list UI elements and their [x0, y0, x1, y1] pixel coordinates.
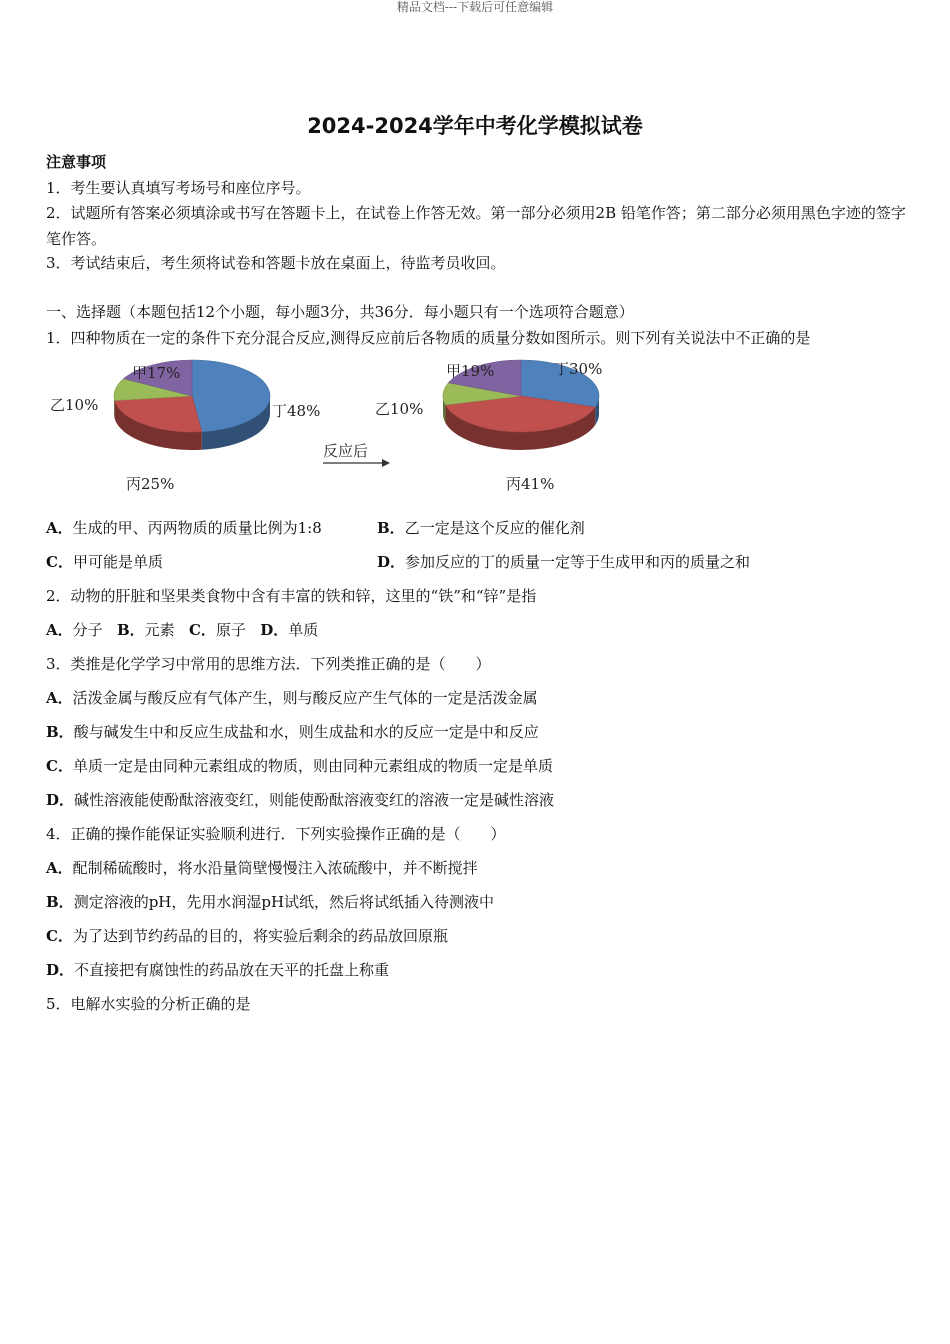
q1-option-d: [377, 552, 750, 572]
q4-option-a-label: A．: [46, 859, 73, 877]
q2-option-b-label: B．: [116, 621, 145, 639]
pie-label-乙: 乙10%: [50, 396, 99, 414]
q2-option-a-text: 分子: [72, 621, 103, 639]
q1-option-a-text: 生成的甲、丙两物质的质量比例为1:8: [72, 519, 322, 537]
q1-option-a-label: A．: [46, 519, 73, 537]
pie-label-丙: 丙25%: [126, 475, 175, 493]
q3-option-c: [46, 756, 553, 776]
q4-option-b-label: B．: [46, 893, 74, 911]
question-1-stem: 1．四种物质在一定的条件下充分混合反应,测得反应前后各物质的质量分数如图所示。则下列有关说法中不正确的是: [46, 329, 811, 347]
notice-item-2: 2．试题所有答案必须填涂或书写在答题卡上，在试卷上作答无效。第一部分必须用2B 铅笔作答；第二部分必须用黑色字迹的签字笔作答。: [46, 204, 906, 248]
q2-option-d-text: 单质: [288, 621, 319, 639]
q2-option-c-label: C．: [188, 621, 216, 639]
q3-option-a-text: 活泼金属与酸反应有气体产生，则与酸反应产生气体的一定是活泼金属: [72, 689, 538, 707]
question-5-stem: 5．电解水实验的分析正确的是: [46, 995, 251, 1013]
q3-option-a-label: A．: [46, 689, 73, 707]
q4-option-b: [46, 892, 494, 912]
q3-option-a: [46, 688, 538, 708]
pie-label-甲: 甲19%: [446, 362, 495, 380]
q4-option-d-label: D．: [46, 961, 75, 979]
pie-label-丁: 丁48%: [272, 402, 321, 420]
pie-charts-figure: [40, 352, 640, 502]
q3-option-b: [46, 722, 539, 742]
q1-option-b-label: B．: [377, 519, 405, 537]
q3-option-d-label: D．: [46, 791, 75, 809]
q2-option-b-text: 元素: [144, 621, 175, 639]
question-4-stem: 4．正确的操作能保证实验顺利进行．下列实验操作正确的是（ ）: [46, 825, 506, 843]
arrow-label: 反应后: [323, 442, 369, 460]
q3-option-d-text: 碱性溶液能使酚酞溶液变红，则能使酚酞溶液变红的溶液一定是碱性溶液: [74, 791, 555, 809]
q1-option-c-label: C．: [46, 553, 73, 571]
q2-option-a-label: A．: [46, 621, 73, 639]
pie-label-丁: 丁30%: [554, 360, 603, 378]
q4-option-d-text: 不直接把有腐蚀性的药品放在天平的托盘上称重: [74, 961, 390, 979]
section-heading: 一、选择题（本题包括12个小题，每小题3分，共36分．每小题只有一个选项符合题意）: [46, 303, 634, 321]
q4-option-a-text: 配制稀硫酸时，将水沿量筒壁慢慢注入浓硫酸中，并不断搅拌: [72, 859, 478, 877]
notice-heading: 注意事项: [46, 153, 107, 171]
pie-label-丙: 丙41%: [506, 475, 555, 493]
q2-option-c-text: 原子: [215, 621, 246, 639]
question-3-stem: 3．类推是化学学习中常用的思维方法．下列类推正确的是（ ）: [46, 655, 491, 673]
q3-option-b-text: 酸与碱发生中和反应生成盐和水，则生成盐和水的反应一定是中和反应: [73, 723, 539, 741]
pie-after: [375, 360, 602, 493]
notice-item-1: 1．考生要认真填写考场号和座位序号。: [46, 179, 311, 197]
pie-before: [50, 360, 320, 493]
page-title: 2024-2024学年中考化学模拟试卷: [307, 114, 643, 138]
q1-option-d-label: D．: [377, 553, 406, 571]
q3-option-c-text: 单质一定是由同种元素组成的物质，则由同种元素组成的物质一定是单质: [72, 757, 553, 775]
q4-option-c-label: C．: [46, 927, 73, 945]
notice-item-3: 3．考试结束后，考生须将试卷和答题卡放在桌面上，待监考员收回。: [46, 254, 506, 272]
q3-option-d: [46, 790, 554, 810]
q1-option-b-text: 乙一定是这个反应的催化剂: [404, 519, 585, 537]
q1-option-d-text: 参加反应的丁的质量一定等于生成甲和丙的质量之和: [405, 553, 751, 571]
question-2-stem: 2．动物的肝脏和坚果类食物中含有丰富的铁和锌，这里的“铁”和“锌”是指: [46, 587, 537, 605]
q4-option-b-text: 测定溶液的pH，先用水润湿pH试纸，然后将试纸插入待测液中: [73, 893, 495, 911]
q2-options: [46, 620, 318, 640]
q3-option-c-label: C．: [46, 757, 73, 775]
pie-label-乙: 乙10%: [375, 400, 424, 418]
page-header-watermark: 精品文档---下载后可任意编辑: [396, 0, 554, 14]
q1-option-b: [377, 518, 585, 538]
q2-option-d-label: D．: [260, 621, 289, 639]
q4-option-d: [46, 960, 389, 980]
pie-label-甲: 甲17%: [132, 364, 181, 382]
q1-option-c: [46, 552, 163, 572]
q3-option-b-label: B．: [46, 723, 74, 741]
pie-charts-svg: [40, 352, 640, 502]
q4-option-a: [46, 858, 478, 878]
q1-option-a: [46, 518, 322, 538]
q1-option-c-text: 甲可能是单质: [72, 553, 163, 571]
q4-option-c-text: 为了达到节约药品的目的，将实验后剩余的药品放回原瓶: [72, 927, 448, 945]
q4-option-c: [46, 926, 448, 946]
reaction-arrow: [323, 459, 390, 467]
